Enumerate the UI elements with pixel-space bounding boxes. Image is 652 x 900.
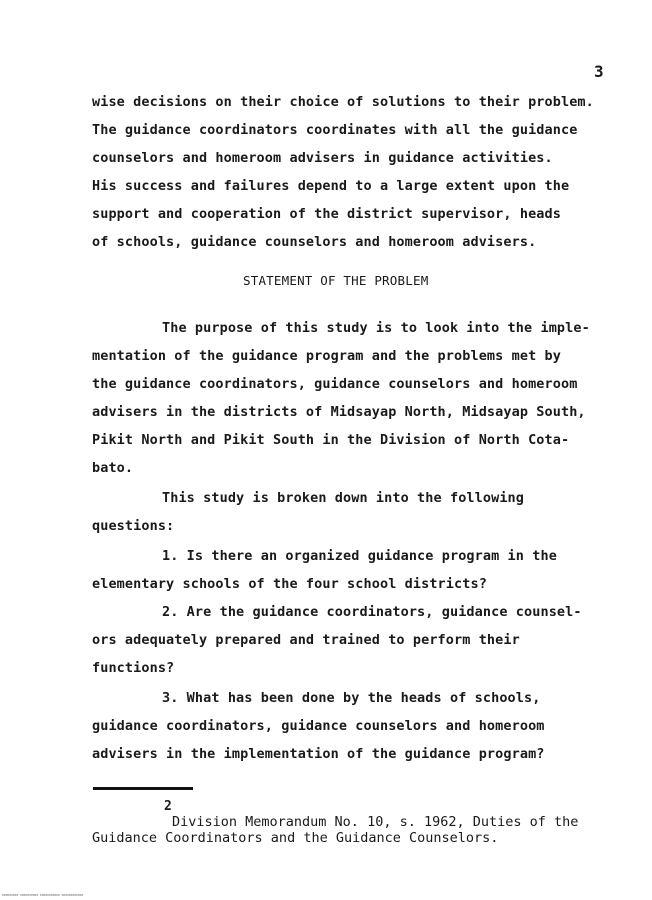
question-line: 1. Is there an organized guidance program in the <box>162 548 557 564</box>
paragraph-line: The purpose of this study is to look into the imple- <box>162 320 590 336</box>
footnote-line: Guidance Coordinators and the Guidance Counselors. <box>92 830 499 846</box>
paragraph-line: Pikit North and Pikit South in the Division of North Cota- <box>92 432 570 448</box>
body-line: support and cooperation of the district supervisor, heads <box>92 206 561 222</box>
page-number: 3 <box>594 62 604 81</box>
footnote-line: Division Memorandum No. 10, s. 1962, Duties of the <box>172 814 579 830</box>
body-line: of schools, guidance counselors and homeroom advisers. <box>92 234 537 250</box>
question-line: elementary schools of the four school districts? <box>92 576 487 592</box>
body-line: The guidance coordinators coordinates with all the guidance <box>92 122 578 138</box>
question-line: guidance coordinators, guidance counselors and homeroom <box>92 718 545 734</box>
question-line: 3. What has been done by the heads of schools, <box>162 690 541 706</box>
body-line: wise decisions on their choice of solutions to their problem. <box>92 94 594 110</box>
paragraph-line: This study is broken down into the following <box>162 490 525 506</box>
footnote-rule <box>93 787 193 790</box>
paragraph-line: mentation of the guidance program and the problems met by <box>92 348 561 364</box>
body-line: counselors and homeroom advisers in guidance activities. <box>92 150 553 166</box>
paragraph-line: advisers in the districts of Midsayap North, Midsayap South, <box>92 404 586 420</box>
footnote-marker: 2 <box>164 799 172 814</box>
section-heading: STATEMENT OF THE PROBLEM <box>243 273 429 288</box>
body-line: His success and failures depend to a large extent upon the <box>92 178 570 194</box>
paragraph-line: the guidance coordinators, guidance counselors and homeroom <box>92 376 578 392</box>
question-line: ors adequately prepared and trained to perform their <box>92 632 520 648</box>
question-line: 2. Are the guidance coordinators, guidance counsel- <box>162 604 582 620</box>
paragraph-line: bato. <box>92 460 134 476</box>
question-line: functions? <box>92 660 175 676</box>
scan-footer: 000000000 0000000000 00000000000 000000000000 <box>2 893 84 897</box>
question-line: advisers in the implementation of the guidance program? <box>92 746 545 762</box>
paragraph-line: questions: <box>92 518 175 534</box>
